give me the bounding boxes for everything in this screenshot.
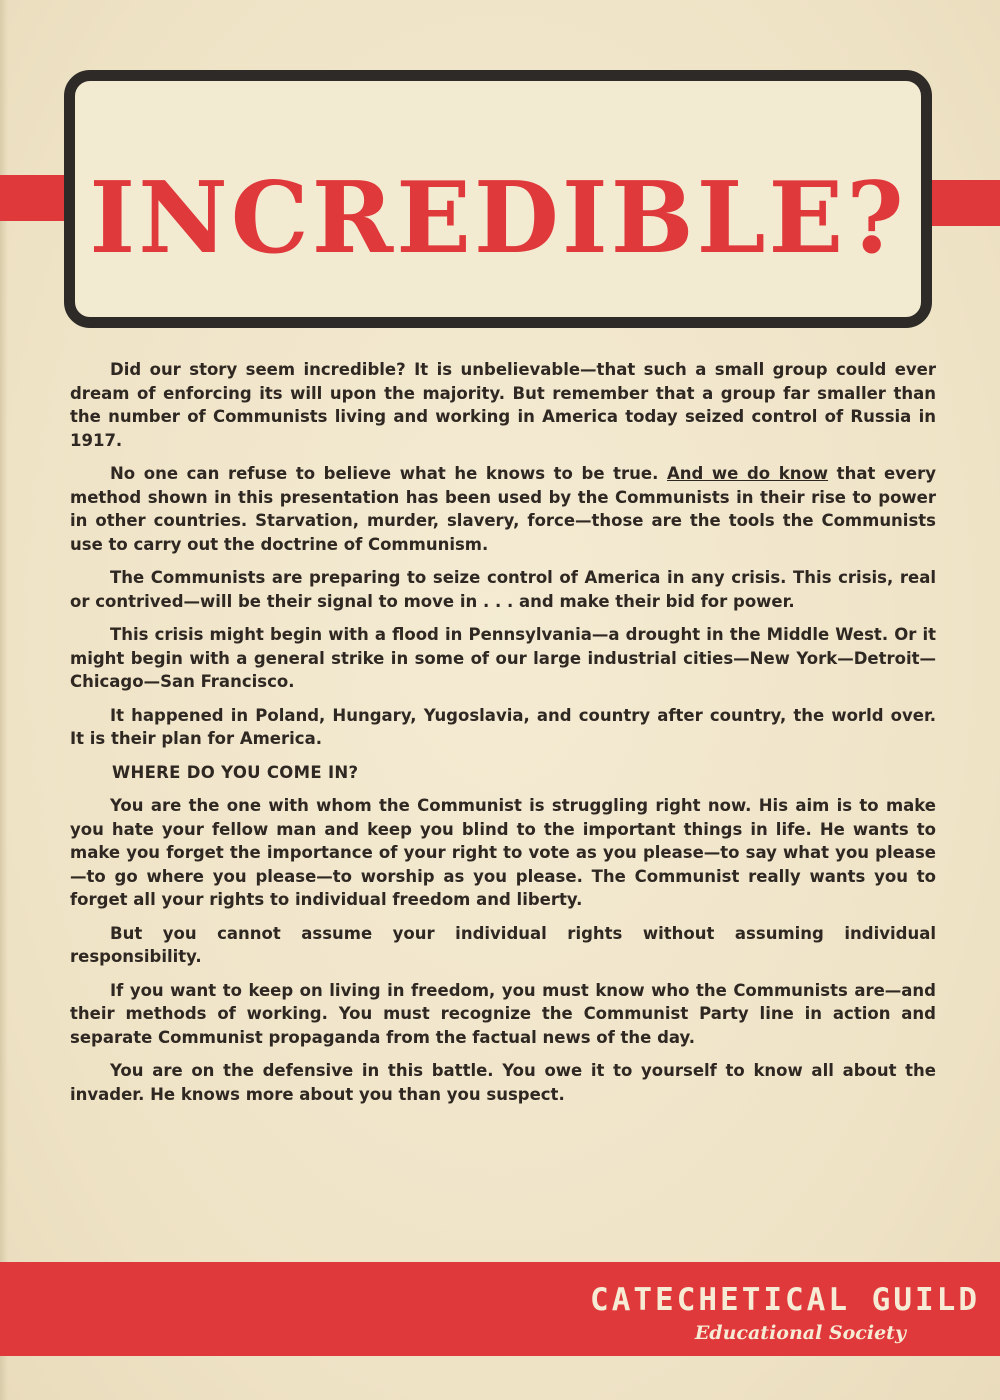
paragraph-2-start: No one can refuse to believe what he knows to be true. — [110, 464, 667, 483]
paragraph-6: You are the one with whom the Communist is struggling right now. His aim is to make you hate your fellow man and keep you blind to the important things in life. He wants to make you forget the importance of your right to vote as you please—to say what you please—to go where you please—to worship as you please. The Communist really wants you to forget all your rights to individual freedom and liberty. — [70, 796, 936, 909]
paragraph-7: But you cannot assume your individual rights without assuming individual responsibility. — [70, 923, 936, 966]
paragraph-4: This crisis might begin with a flood in Pennsylvania—a drought in the Middle West. Or it might begin with a general strike in some of our large industrial cities—New York—Detroit—Chicago—San Francisco. — [70, 625, 936, 691]
paragraph-5: It happened in Poland, Hungary, Yugoslavia, and country after country, the world over. It is their plan for America. — [70, 705, 936, 748]
underlined-phrase: And we do know — [666, 464, 829, 483]
publisher-name: CATECHETICAL GUILD — [590, 1282, 980, 1318]
title-stripe-left — [0, 175, 70, 221]
paragraph-9: You are on the defensive in this battle. You owe it to yourself to know all about the invader. He knows more about you than you suspect. — [70, 1061, 936, 1104]
page-title: INCREDIBLE? — [89, 161, 907, 276]
paragraph-1: Did our story seem incredible? It is unbelievable—that such a small group could ever dream of enforcing its will upon the majority. But remember that a group far smaller than the number of Communists living and working in America today seized control of Russia in 1917. — [70, 360, 936, 450]
section-heading: WHERE DO YOU COME IN? — [112, 762, 359, 782]
paragraph-3: The Communists are preparing to seize control of America in any crisis. This crisis, real or contrived—will be their signal to move in . . . and make their bid for power. — [70, 568, 936, 611]
title-frame — [64, 70, 932, 328]
paragraph-8: If you want to keep on living in freedom, you must know who the Communists are—and their methods of working. You must recognize the Communist Party line in action and separate Communist propaganda from the factual news of the day. — [70, 980, 936, 1047]
publisher-subtitle: Educational Society — [694, 1322, 906, 1344]
paragraph-2 — [70, 462, 936, 556]
paragraph-2-end: that every method shown in this presentation has been used by the Communists in their rise to power in other countries. Starvation, murder, slavery, force—those are the tools the Communists use to carry out the doctrine of Communism. — [70, 464, 936, 554]
footer-banner — [0, 1262, 1000, 1356]
article-body — [70, 358, 936, 1116]
title-stripe-right — [928, 180, 1000, 226]
